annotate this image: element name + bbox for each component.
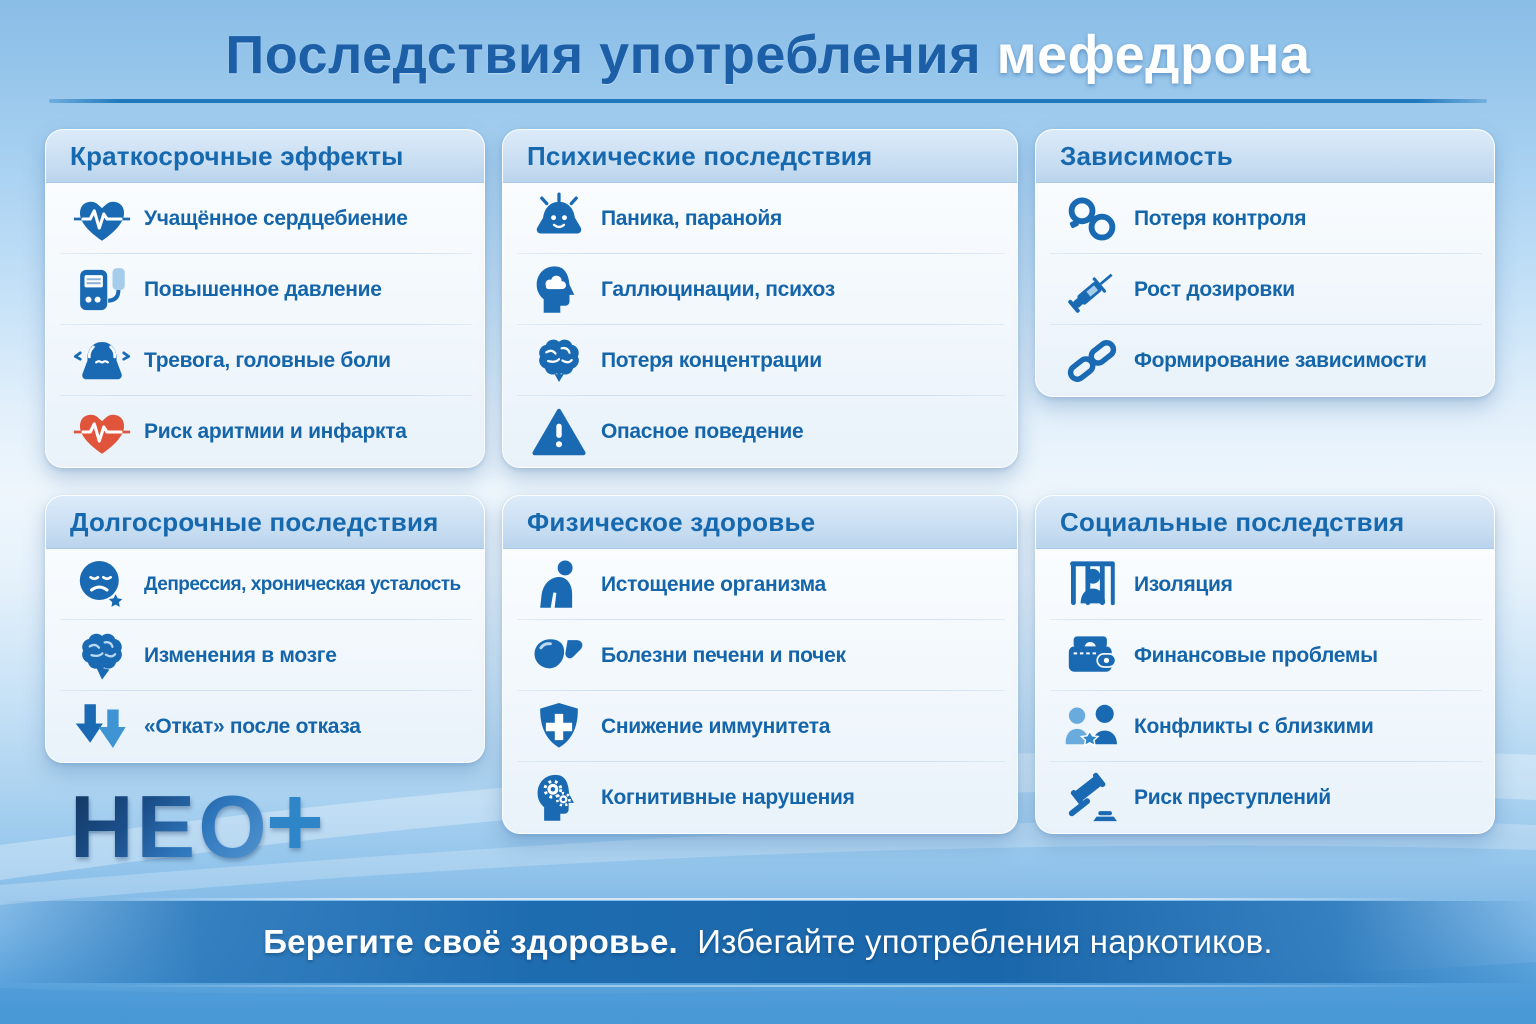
title-highlight: мефедрона [996, 25, 1311, 85]
hallucination-head-icon [517, 262, 601, 318]
list-item [1036, 325, 1494, 396]
item-label: Рост дозировки [1134, 277, 1295, 301]
chain-icon [1050, 332, 1134, 390]
item-label: Депрессия, хроническая усталость [144, 573, 461, 595]
card-title: Зависимость [1036, 130, 1494, 183]
item-label: Потеря концентрации [601, 348, 822, 372]
cards-grid [45, 129, 1495, 834]
item-label: Повышенное давление [144, 277, 382, 301]
item-label: Формирование зависимости [1134, 348, 1427, 372]
item-label: Болезни печени и почек [601, 643, 846, 667]
heart-pulse-icon [60, 190, 144, 248]
item-label: Изоляция [1134, 572, 1233, 596]
prison-bars-icon [1050, 557, 1134, 613]
card-long-term-consequences [45, 495, 485, 763]
gavel-icon [1050, 769, 1134, 827]
warning-triangle-icon [517, 405, 601, 459]
logo-plus-icon: + [265, 766, 325, 878]
list-item [503, 549, 1017, 620]
card-title: Долгосрочные последствия [46, 496, 484, 549]
down-arrows-icon [60, 699, 144, 755]
card-physical-health [502, 495, 1018, 834]
anxiety-icon [60, 332, 144, 390]
card-title: Социальные последствия [1036, 496, 1494, 549]
list-item [503, 183, 1017, 254]
card-mental-consequences [502, 129, 1018, 468]
card-short-term-effects [45, 129, 485, 468]
list-item [46, 254, 484, 325]
footer-slogan-band [0, 901, 1536, 983]
card-addiction [1035, 129, 1495, 397]
neo-plus-logo [70, 766, 325, 878]
list-item [1036, 762, 1494, 833]
heart-attack-icon [60, 403, 144, 461]
card-title: Психические последствия [503, 130, 1017, 183]
item-label: Потеря контроля [1134, 206, 1307, 230]
page-title [0, 26, 1536, 85]
list-item [503, 396, 1017, 467]
list-item [1036, 183, 1494, 254]
item-label: Паника, паранойя [601, 206, 782, 230]
item-label: Истощение организма [601, 572, 826, 596]
list-item [503, 325, 1017, 396]
list-item [1036, 620, 1494, 691]
list-item [1036, 549, 1494, 620]
brain-icon [517, 333, 601, 389]
syringe-icon [1050, 261, 1134, 319]
card-social-consequences [1035, 495, 1495, 834]
item-label: Риск аритмии и инфаркта [144, 419, 407, 443]
item-label: Снижение иммунитета [601, 714, 831, 738]
item-label: Конфликты с близкими [1134, 714, 1374, 738]
head-gears-icon [517, 770, 601, 826]
list-item [503, 620, 1017, 691]
item-label: Галлюцинации, психоз [601, 277, 835, 301]
list-item [1036, 254, 1494, 325]
list-item [46, 620, 484, 691]
list-item [503, 254, 1017, 325]
list-item [46, 396, 484, 467]
item-label: Когнитивные нарушения [601, 785, 855, 809]
list-item [46, 691, 484, 762]
list-item [46, 183, 484, 254]
sad-face-icon [60, 556, 144, 614]
list-item [503, 691, 1017, 762]
item-label: Учащённое сердцебиение [144, 206, 408, 230]
brain-change-icon [60, 628, 144, 684]
item-label: Тревога, головные боли [144, 348, 391, 372]
people-conflict-icon [1050, 698, 1134, 756]
footer-slogan-rest: Избегайте употребления наркотиков. [697, 923, 1273, 960]
card-title: Физическое здоровье [503, 496, 1017, 549]
liver-icon [517, 627, 601, 685]
list-item [503, 762, 1017, 833]
title-main: Последствия употребления [225, 25, 982, 85]
list-item [46, 549, 484, 620]
shield-cross-icon [517, 699, 601, 755]
exhausted-body-icon [517, 557, 601, 613]
footer-slogan-bold: Берегите своё здоровье. [263, 923, 678, 960]
logo-text: НЕО [70, 777, 270, 876]
wallet-icon [1050, 628, 1134, 684]
footer-slogan [263, 923, 1273, 961]
item-label: Опасное поведение [601, 419, 804, 443]
blood-pressure-icon [60, 262, 144, 318]
handcuffs-icon [1050, 190, 1134, 248]
item-label: Риск преступлений [1134, 785, 1331, 809]
item-label: Изменения в мозге [144, 643, 337, 667]
list-item [1036, 691, 1494, 762]
panic-icon [517, 190, 601, 248]
item-label: Финансовые проблемы [1134, 643, 1378, 667]
item-label: «Откат» после отказа [144, 714, 361, 738]
card-title: Краткосрочные эффекты [46, 130, 484, 183]
list-item [46, 325, 484, 396]
title-underline [49, 99, 1487, 103]
